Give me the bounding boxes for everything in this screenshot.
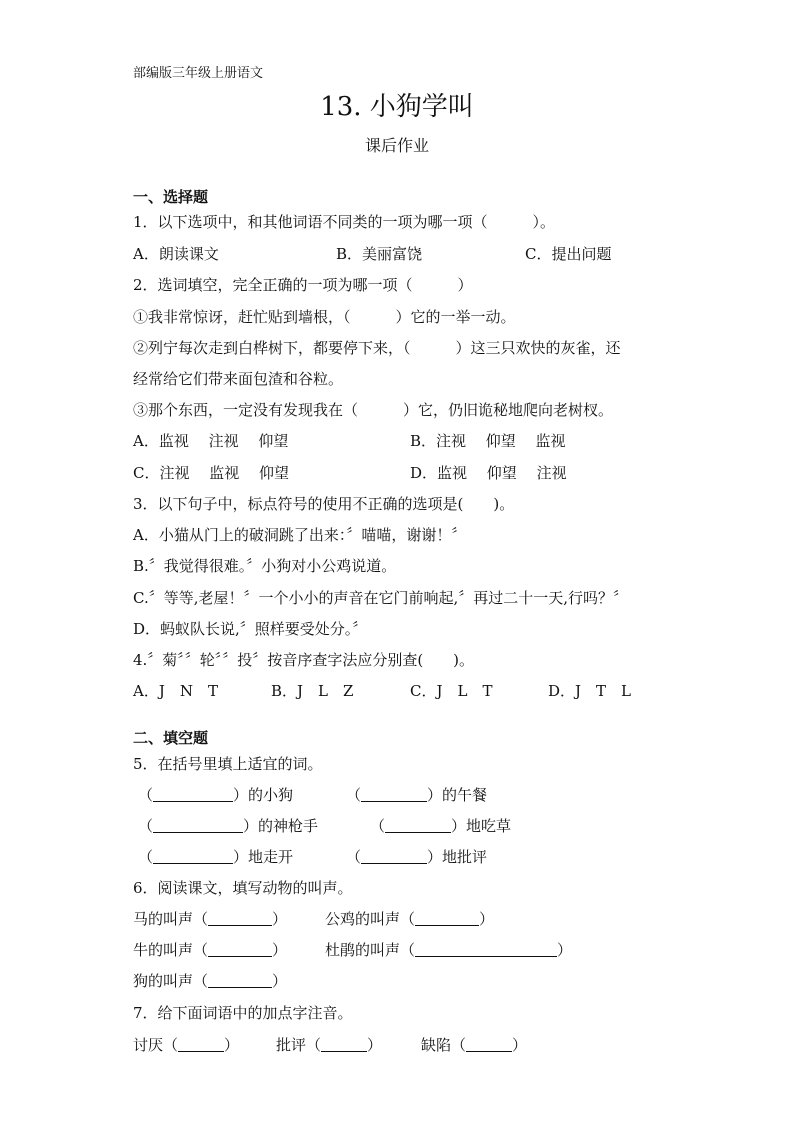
question-7-stem: 7．给下面词语中的加点字注音。 — [133, 1004, 353, 1022]
question-5-item-2: 的午餐 — [442, 786, 488, 804]
question-5-item-4: 地吃草 — [466, 817, 512, 835]
page-subtitle: 课后作业 — [364, 136, 429, 155]
section-heading-fill: 二、填空题 — [133, 729, 209, 747]
question-7-field-3[interactable]: 缺陷（ ） — [421, 1036, 528, 1054]
question-5-blank-3[interactable]: （ ）的神枪手 — [138, 817, 319, 835]
question-2-sentence-2-cont: 经常给它们带来面包渣和谷粒。 — [133, 370, 344, 388]
question-6-field-3[interactable]: 牛的叫声（ ） — [133, 941, 288, 959]
question-6-field-2[interactable]: 公鸡的叫声（ ） — [325, 910, 495, 928]
question-4-stem: 4.〞菊〞〞轮〞〞投〞按音序查字法应分别查( )。 — [133, 651, 475, 669]
question-5-item-5: 地走开 — [248, 848, 294, 866]
question-2-sentence-2: ②列宁每次走到白桦树下，都要停下来，（ ）这三只欢快的灰雀，还 — [133, 339, 621, 357]
question-5-item-3: 的神枪手 — [258, 817, 319, 835]
question-2-stem: 2．选词填空，完全正确的一项为哪一项（ ） — [133, 276, 473, 294]
question-2-sentence-3: ③那个东西，一定没有发现我在（ ）它，仍旧诡秘地爬向老树杈。 — [133, 401, 614, 419]
question-3-option-c: C.〞等等,老屋！〞一个小小的声音在它门前响起,〞再过二十一天,行吗？〞 — [133, 589, 629, 607]
question-5-stem: 5．在括号里填上适宜的词。 — [133, 755, 323, 773]
question-3-option-a: A．小猫从门上的破洞跳了出来：〞喵喵，谢谢！〞 — [133, 526, 467, 544]
question-5-blank-2[interactable]: （ ）的午餐 — [346, 786, 488, 804]
question-6-item-1: 马的叫声 — [133, 910, 194, 928]
question-5-blank-4[interactable]: （ ）地吃草 — [370, 817, 512, 835]
question-7-field-2[interactable]: 批评（ ） — [276, 1036, 383, 1054]
question-7-item-2: 批评 — [276, 1036, 307, 1054]
question-3-option-d: D．蚂蚁队长说,〞照样要受处分。〞 — [133, 620, 368, 638]
question-5-item-6: 地批评 — [442, 848, 488, 866]
question-4-option-b: B．J L Z — [271, 682, 354, 700]
question-1-option-b: B．美丽富饶 — [336, 245, 423, 263]
page-title: 13. 小狗学叫 — [320, 92, 474, 122]
question-6-field-1[interactable]: 马的叫声（ ） — [133, 910, 288, 928]
question-4-option-d: D．J T L — [548, 682, 632, 700]
question-5-blank-5[interactable]: （ ）地走开 — [138, 848, 294, 866]
question-7-item-1: 讨厌 — [133, 1036, 164, 1054]
question-2-option-b: B．注视 仰望 监视 — [410, 432, 566, 450]
question-6-field-4[interactable]: 杜鹃的叫声（ ） — [325, 941, 573, 959]
question-6-item-2: 公鸡的叫声 — [325, 910, 401, 928]
question-2-option-c: C．注视 监视 仰望 — [133, 464, 290, 482]
question-3-stem: 3．以下句子中，标点符号的使用不正确的选项是( )。 — [133, 495, 515, 513]
question-1-stem: 1．以下选项中，和其他词语不同类的一项为哪一项（ ）。 — [133, 213, 556, 231]
question-4-option-c: C．J L T — [410, 682, 493, 700]
question-6-item-3: 牛的叫声 — [133, 941, 194, 959]
question-4-option-a: A．J N T — [133, 682, 218, 700]
question-6-item-5: 狗的叫声 — [133, 972, 194, 990]
question-1-option-c: C．提出问题 — [525, 245, 612, 263]
question-3-option-b: B.〞我觉得很难。〞小狗对小公鸡说道。 — [133, 557, 397, 575]
question-6-item-4: 杜鹃的叫声 — [325, 941, 401, 959]
question-2-sentence-1: ①我非常惊讶，赶忙贴到墙根，（ ）它的一举一动。 — [133, 308, 516, 326]
question-1-option-a: A．朗读课文 — [133, 245, 219, 263]
question-5-blank-1[interactable]: （ ）的小狗 — [138, 786, 294, 804]
question-6-stem: 6．阅读课文，填写动物的叫声。 — [133, 879, 353, 897]
question-5-item-1: 的小狗 — [248, 786, 294, 804]
question-7-field-1[interactable]: 讨厌（ ） — [133, 1036, 240, 1054]
question-5-blank-6[interactable]: （ ）地批评 — [346, 848, 488, 866]
question-2-option-a: A．监视 注视 仰望 — [133, 432, 289, 450]
document-label: 部编版三年级上册语文 — [133, 66, 264, 81]
question-2-option-d: D．监视 仰望 注视 — [410, 464, 567, 482]
question-7-item-3: 缺陷 — [421, 1036, 452, 1054]
question-6-field-5[interactable]: 狗的叫声（ ） — [133, 972, 288, 990]
section-heading-choice: 一、选择题 — [133, 188, 209, 206]
